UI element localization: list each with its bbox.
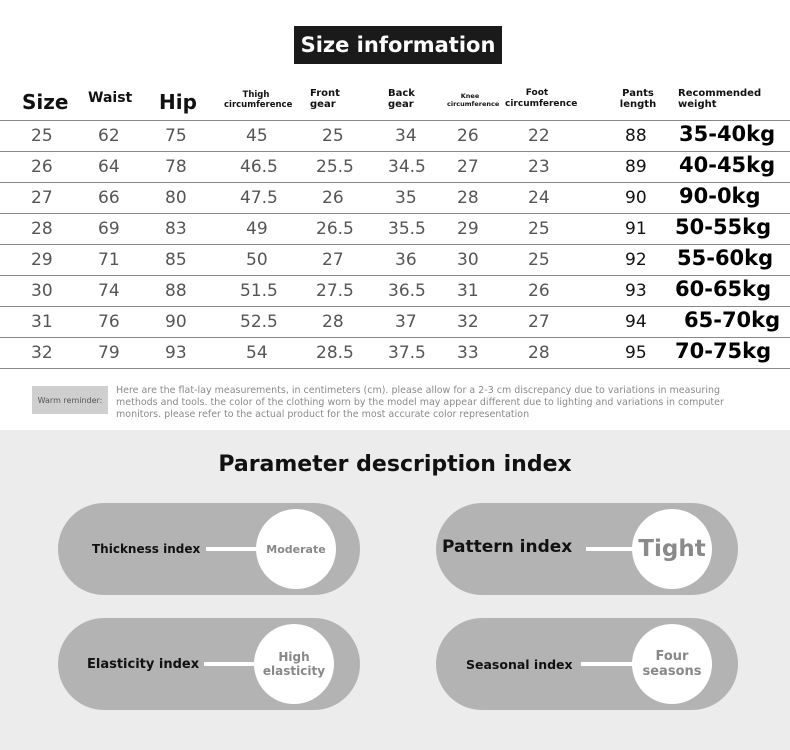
header-back-line1: Back (388, 88, 415, 99)
cell-size: 27 (31, 188, 53, 208)
cell-hip: 80 (165, 188, 187, 208)
elasticity-index-value (254, 624, 334, 704)
cell-thigh: 50 (246, 250, 268, 270)
header-weight-line2: weight (678, 99, 717, 110)
cell-hip: 75 (165, 126, 187, 146)
cell-waist: 76 (98, 312, 120, 332)
thickness-index-label: Thickness index (92, 542, 201, 556)
cell-size: 28 (31, 219, 53, 239)
cell-thigh: 49 (246, 219, 268, 239)
cell-foot: 23 (528, 157, 550, 177)
cell-knee: 27 (457, 157, 479, 177)
table-row (0, 244, 790, 275)
cell-hip: 85 (165, 250, 187, 270)
table-row (0, 306, 790, 337)
table-row (0, 120, 790, 151)
cell-waist: 79 (98, 343, 120, 363)
cell-hip: 83 (165, 219, 187, 239)
header-weight-line1: Recommended (678, 88, 762, 99)
cell-weight: 70-75kg (675, 339, 772, 363)
header-foot-line2: circumference (505, 99, 578, 109)
cell-size: 30 (31, 281, 53, 301)
cell-front: 28.5 (316, 343, 354, 363)
header-knee (447, 92, 500, 108)
cell-back: 35 (395, 188, 417, 208)
header-thigh (224, 90, 293, 110)
cell-waist: 74 (98, 281, 120, 301)
cell-back: 34.5 (388, 157, 426, 177)
cell-length: 88 (625, 126, 647, 146)
cell-knee: 32 (457, 312, 479, 332)
cell-length: 94 (625, 312, 647, 332)
cell-hip: 78 (165, 157, 187, 177)
cell-thigh: 45 (246, 126, 268, 146)
cell-knee: 26 (457, 126, 479, 146)
elasticity-index-label: Elasticity index (87, 656, 200, 672)
header-hip: Hip (159, 90, 197, 114)
pattern-index-pill (436, 503, 738, 595)
cell-front: 26.5 (316, 219, 354, 239)
cell-length: 91 (625, 219, 647, 239)
seasonal-index-label: Seasonal index (466, 656, 573, 672)
seasonal-value-line2: seasons (642, 664, 702, 679)
cell-back: 37.5 (388, 343, 426, 363)
warm-reminder-text: Here are the flat-lay measurements, in centimeters (cm). please allow for a 2-3 cm discrepancy due to variations in measuring methods and tools. the color of the clothing worn by the model may appear different due to lighting and variations in computer monitors. please refer to the actual product for the most accurate color representation (116, 385, 724, 420)
cell-length: 92 (625, 250, 647, 270)
thickness-index-pill (58, 503, 360, 595)
cell-knee: 33 (457, 343, 479, 363)
warm-reminder-label: Warm reminder: (32, 386, 108, 414)
parameter-title: Parameter description index (218, 452, 572, 477)
cell-waist: 62 (98, 126, 120, 146)
cell-back: 36.5 (388, 281, 426, 301)
cell-foot: 25 (528, 219, 550, 239)
cell-waist: 71 (98, 250, 120, 270)
cell-front: 25 (322, 126, 344, 146)
elasticity-index-pill (58, 618, 360, 710)
cell-weight: 40-45kg (679, 153, 776, 177)
cell-knee: 30 (457, 250, 479, 270)
cell-weight: 35-40kg (679, 122, 776, 146)
table-row (0, 275, 790, 306)
cell-size: 26 (31, 157, 53, 177)
cell-thigh: 47.5 (240, 188, 278, 208)
size-information-title: Size information (294, 26, 502, 64)
pattern-index-value: Tight (632, 509, 712, 589)
cell-weight: 90-0kg (679, 184, 761, 208)
cell-back: 37 (395, 312, 417, 332)
cell-front: 27.5 (316, 281, 354, 301)
connector-line (581, 662, 637, 666)
header-thigh-line1: Thigh (242, 90, 270, 100)
cell-thigh: 52.5 (240, 312, 278, 332)
cell-length: 95 (625, 343, 647, 363)
header-foot-line1: Foot (525, 88, 549, 98)
cell-length: 93 (625, 281, 647, 301)
header-size: Size (22, 90, 69, 114)
elasticity-value-line1: High (278, 650, 310, 664)
header-front-line2: gear (310, 99, 336, 110)
header-recommended-weight (678, 88, 761, 110)
cell-back: 36 (395, 250, 417, 270)
header-knee-line2: circumference (447, 100, 500, 108)
parameter-panel (0, 430, 790, 750)
seasonal-index-pill (436, 618, 738, 710)
header-length-line1: Pants (622, 88, 654, 99)
header-foot (505, 88, 578, 110)
cell-knee: 29 (457, 219, 479, 239)
cell-front: 25.5 (316, 157, 354, 177)
cell-length: 89 (625, 157, 647, 177)
header-length-line2: length (619, 99, 657, 110)
cell-size: 31 (31, 312, 53, 332)
cell-hip: 93 (165, 343, 187, 363)
cell-foot: 22 (528, 126, 550, 146)
cell-hip: 88 (165, 281, 187, 301)
table-row (0, 182, 790, 213)
header-back-line2: gear (388, 99, 414, 110)
cell-waist: 66 (98, 188, 120, 208)
cell-waist: 64 (98, 157, 120, 177)
table-row (0, 213, 790, 244)
header-knee-line1: Knee (460, 92, 480, 100)
header-pants-length (618, 88, 658, 110)
thickness-index-value: Moderate (256, 509, 336, 589)
table-row (0, 337, 790, 369)
cell-weight: 65-70kg (684, 308, 781, 332)
cell-size: 29 (31, 250, 53, 270)
cell-weight: 55-60kg (677, 246, 774, 270)
cell-foot: 27 (528, 312, 550, 332)
size-table-body (0, 120, 790, 369)
cell-waist: 69 (98, 219, 120, 239)
cell-size: 25 (31, 126, 53, 146)
cell-foot: 26 (528, 281, 550, 301)
cell-foot: 28 (528, 343, 550, 363)
cell-front: 27 (322, 250, 344, 270)
header-front-line1: Front (310, 88, 340, 99)
table-row (0, 151, 790, 182)
cell-thigh: 54 (246, 343, 268, 363)
header-thigh-line2: circumference (224, 100, 293, 110)
cell-front: 28 (322, 312, 344, 332)
cell-hip: 90 (165, 312, 187, 332)
cell-weight: 60-65kg (675, 277, 772, 301)
header-waist: Waist (88, 90, 133, 106)
cell-foot: 25 (528, 250, 550, 270)
cell-foot: 24 (528, 188, 550, 208)
cell-size: 32 (31, 343, 53, 363)
header-front-gear (310, 88, 340, 110)
seasonal-index-value (632, 624, 712, 704)
cell-thigh: 46.5 (240, 157, 278, 177)
seasonal-value-line1: Four (655, 649, 689, 664)
connector-line (586, 547, 638, 551)
header-back-gear (388, 88, 415, 110)
cell-length: 90 (625, 188, 647, 208)
pattern-index-label: Pattern index (442, 537, 573, 557)
cell-thigh: 51.5 (240, 281, 278, 301)
cell-back: 34 (395, 126, 417, 146)
cell-front: 26 (322, 188, 344, 208)
cell-knee: 31 (457, 281, 479, 301)
cell-weight: 50-55kg (675, 215, 772, 239)
cell-knee: 28 (457, 188, 479, 208)
cell-back: 35.5 (388, 219, 426, 239)
elasticity-value-line2: elasticity (262, 664, 326, 678)
